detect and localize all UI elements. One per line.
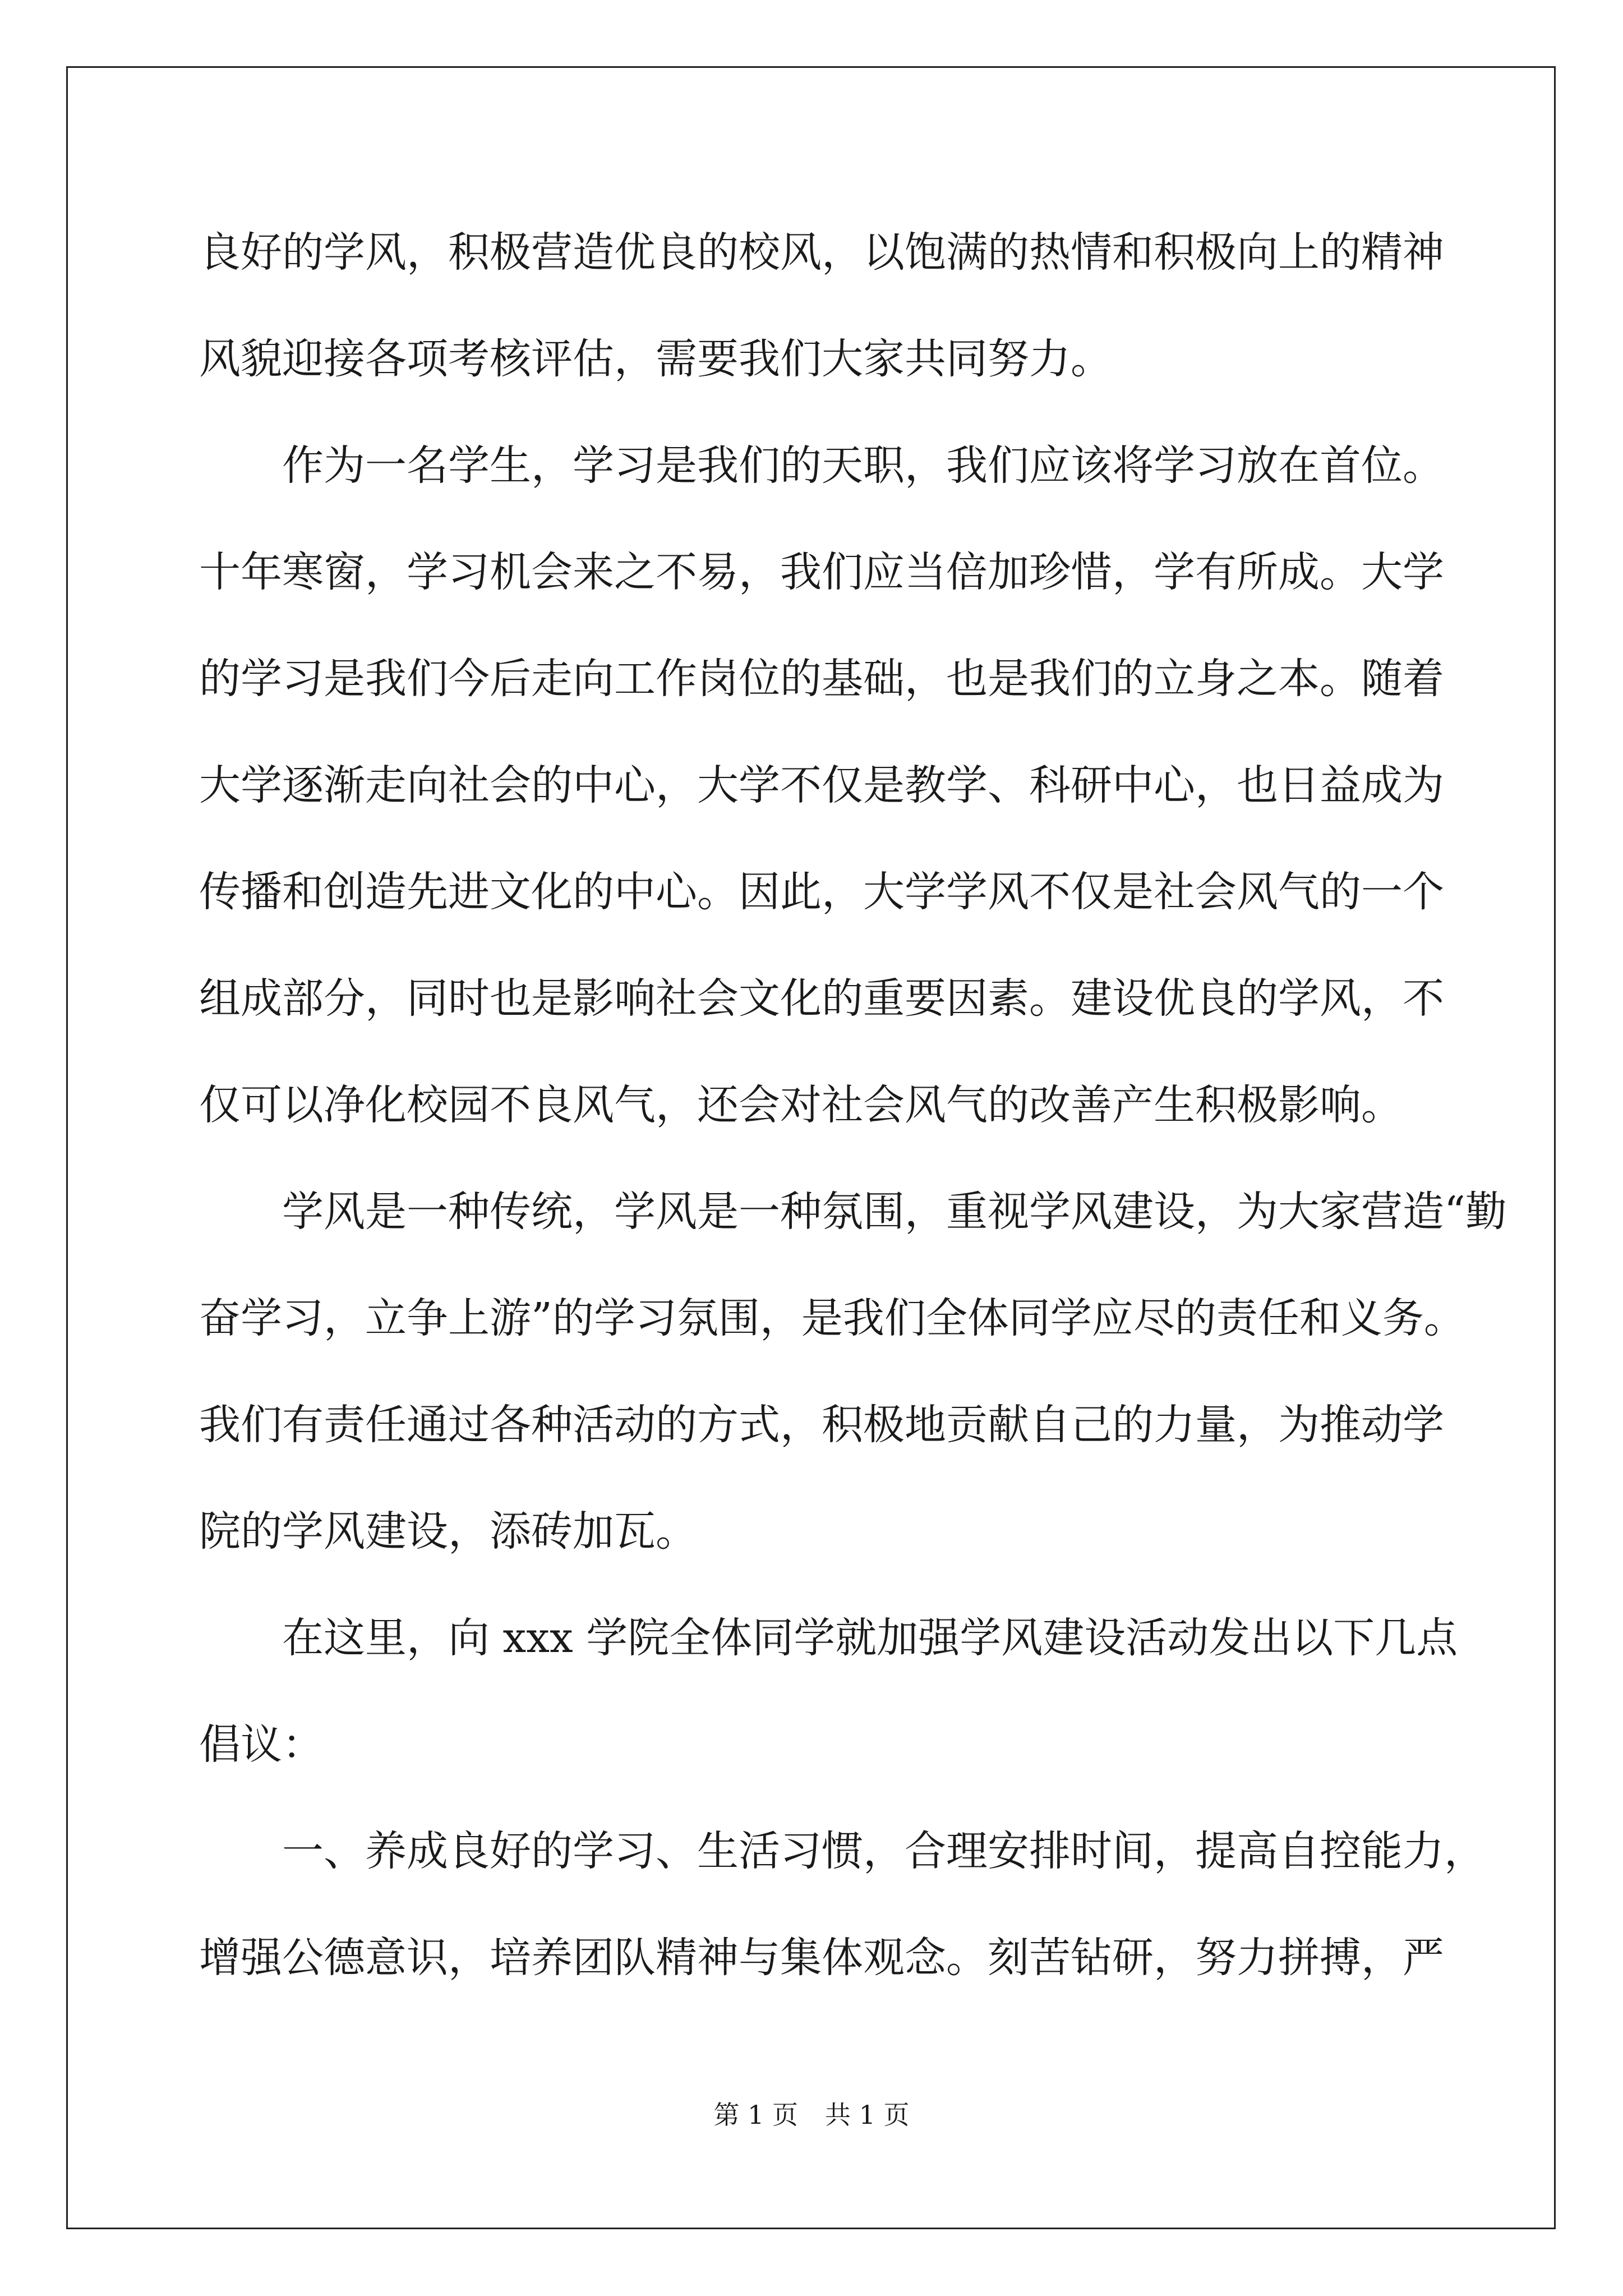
text-line: 组成部分，同时也是影响社会文化的重要因素。建设优良的学风，不: [199, 974, 1444, 1023]
text-line: 倡议：: [199, 1720, 324, 1769]
text-line: 增强公德意识，培养团队精神与集体观念。刻苦钻研，努力拼搏，严: [199, 1934, 1444, 1982]
page-footer: [0, 2098, 1623, 2132]
text-line: 风貌迎接各项考核评估，需要我们大家共同努力。: [199, 335, 1112, 383]
text-line: 仅可以净化校园不良风气，还会对社会风气的改善产生积极影响。: [199, 1081, 1403, 1129]
text-line: 的学习是我们今后走向工作岗位的基础，也是我们的立身之本。随着: [199, 655, 1444, 703]
text-line: 良好的学风，积极营造优良的校风，以饱满的热情和积极向上的精神: [199, 228, 1444, 277]
text-line: 十年寒窗，学习机会来之不易，我们应当倍加珍惜，学有所成。大学: [199, 548, 1444, 596]
page-total: 共 1 页: [825, 2100, 910, 2130]
text-line: 一、养成良好的学习、生活习惯，合理安排时间，提高自控能力，: [282, 1827, 1486, 1875]
text-line: 学风是一种传统，学风是一种氛围，重视学风建设，为大家营造“勤: [282, 1188, 1507, 1236]
text-line: 作为一名学生，学习是我们的天职，我们应该将学习放在首位。: [282, 441, 1444, 490]
document-body: [199, 209, 1507, 2021]
text-line: 我们有责任通过各种活动的方式，积极地贡献自己的力量，为推动学: [199, 1401, 1444, 1449]
text-line: 在这里，向 xxx 学院全体同学就加强学风建设活动发出以下几点: [282, 1614, 1458, 1662]
text-line: 奋学习，立争上游”的学习氛围，是我们全体同学应尽的责任和义务。: [199, 1294, 1465, 1342]
text-line: 院的学风建设，添砖加瓦。: [199, 1507, 697, 1556]
text-line: 大学逐渐走向社会的中心，大学不仅是教学、科研中心，也日益成为: [199, 761, 1444, 809]
text-line: 传播和创造先进文化的中心。因此，大学学风不仅是社会风气的一个: [199, 868, 1444, 916]
page-number: 第 1 页: [713, 2100, 798, 2130]
